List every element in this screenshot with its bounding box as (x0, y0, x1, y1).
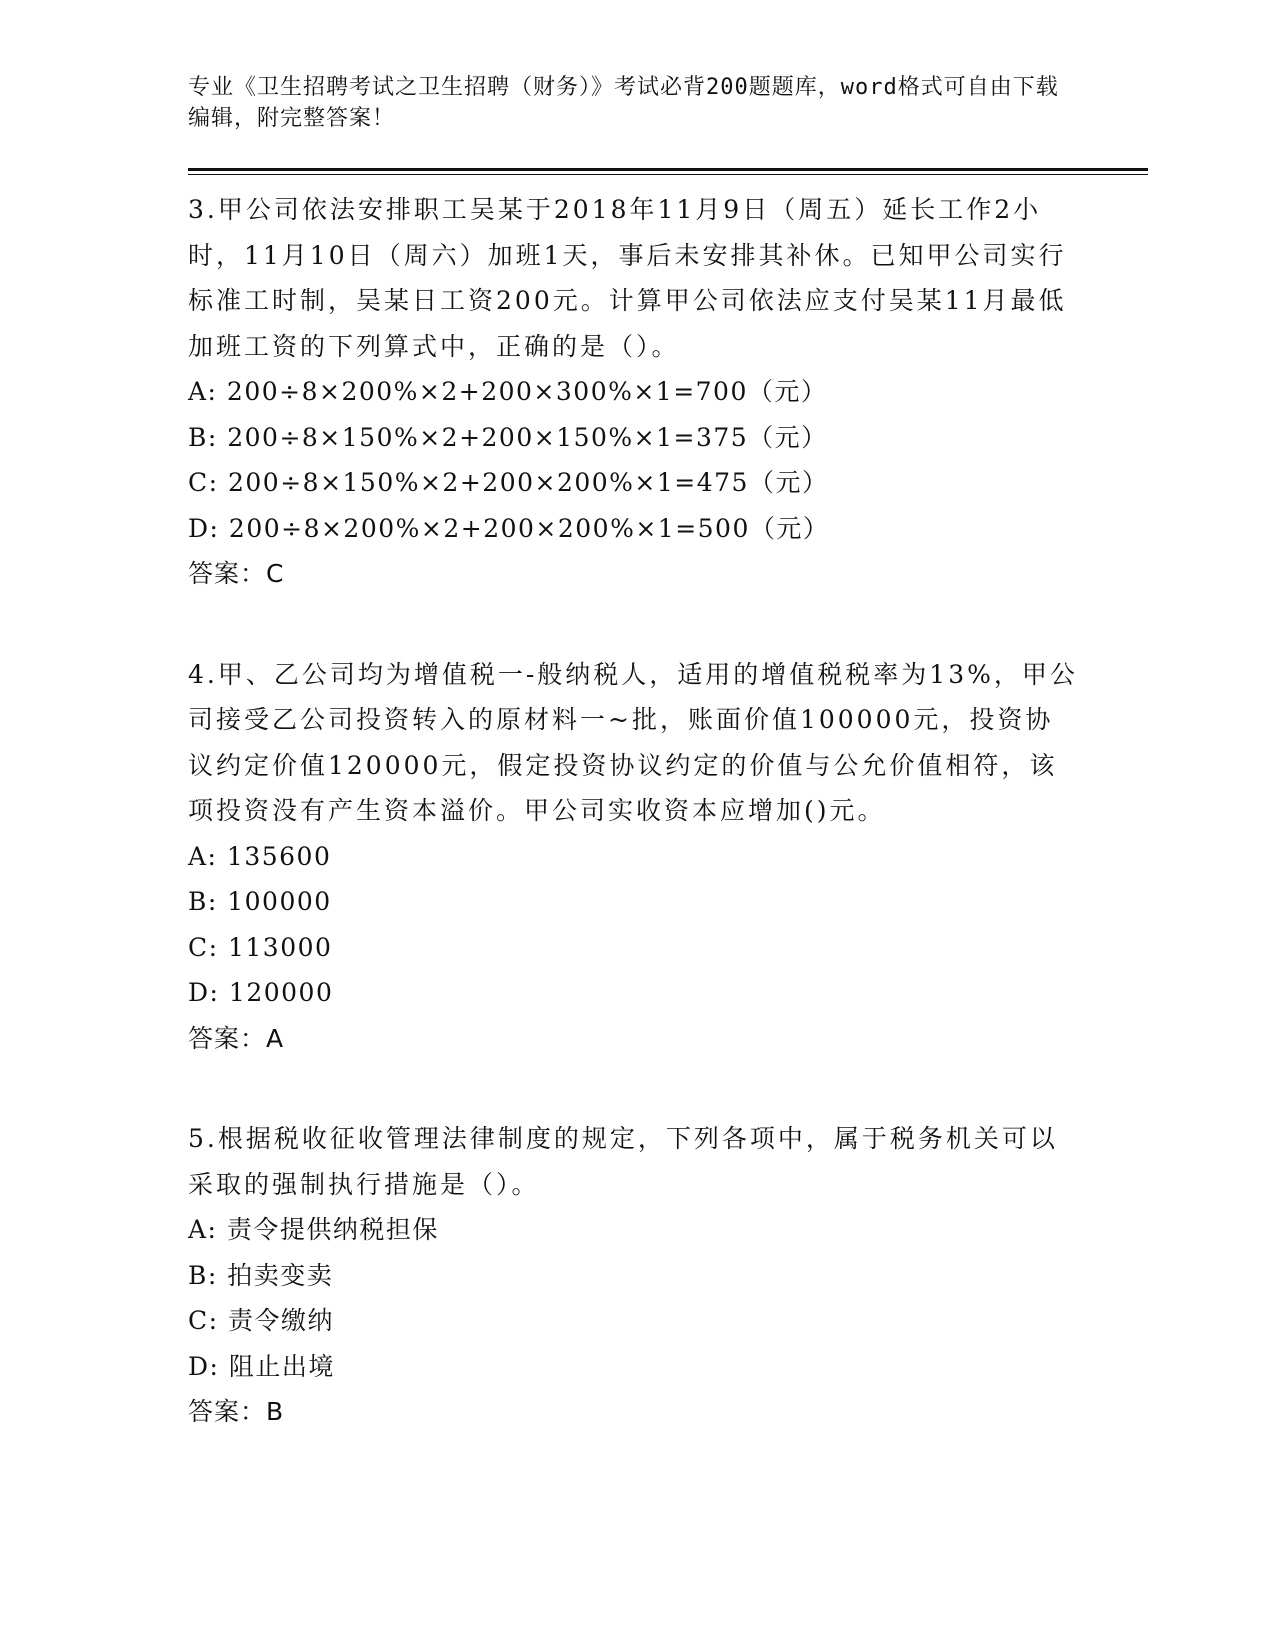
option-d: D: 120000 (188, 978, 334, 1007)
question-3 (188, 187, 1148, 597)
option-c: C: 113000 (188, 932, 333, 962)
question-5 (188, 1116, 1148, 1435)
answer-line: 答案：A (188, 1023, 285, 1053)
option-b: B: 100000 (188, 887, 332, 916)
divider-thick-line (188, 168, 1148, 171)
option-b: B: 拍卖变卖 (188, 1260, 334, 1290)
question-4 (188, 652, 1148, 1062)
divider-thin-line (188, 174, 1148, 175)
option-a: A: 135600 (188, 841, 332, 871)
document-header: 专业《卫生招聘考试之卫生招聘（财务）》考试必背200题题库，word格式可自由下载编辑，附完整答案！ (188, 75, 1059, 131)
question-stem: 3.甲公司依法安排职工吴某于2018年11月9日（周五）延长工作2小时，11月10日（周六）加班1天，事后未安排其补休。已知甲公司实行标准工时制，吴某日工资200元。计算甲公司依法应支付吴某11月最低加班工资的下列算式中，正确的是（）。 (188, 195, 1067, 361)
question-stem: 5.根据税收征收管理法律制度的规定，下列各项中，属于税务机关可以采取的强制执行措施是（）。 (188, 1124, 1058, 1199)
option-d: D: 200÷8×200%×2+200×200%×1=500（元） (188, 513, 830, 543)
option-c: C: 责令缴纳 (188, 1306, 334, 1335)
question-stem: 4.甲、乙公司均为增值税一-般纳税人，适用的增值税税率为13%，甲公司接受乙公司投资转入的原材料一~批，账面价值100000元，投资协议约定价值120000元，假定投资协议约定的价值与公允价值相符，该项投资没有产生资本溢价。甲公司实收资本应增加()元。 (188, 659, 1078, 825)
header-divider (188, 168, 1148, 175)
option-a: A: 200÷8×200%×2+200×300%×1=700（元） (188, 377, 828, 406)
option-a: A: 责令提供纳税担保 (188, 1215, 439, 1244)
document-page (188, 72, 1148, 1435)
option-b: B: 200÷8×150%×2+200×150%×1=375（元） (188, 422, 828, 452)
answer-line: 答案：B (188, 1397, 285, 1426)
option-d: D: 阻止出境 (188, 1351, 335, 1381)
option-c: C: 200÷8×150%×2+200×200%×1=475（元） (188, 468, 829, 497)
answer-line: 答案：C (188, 559, 285, 588)
